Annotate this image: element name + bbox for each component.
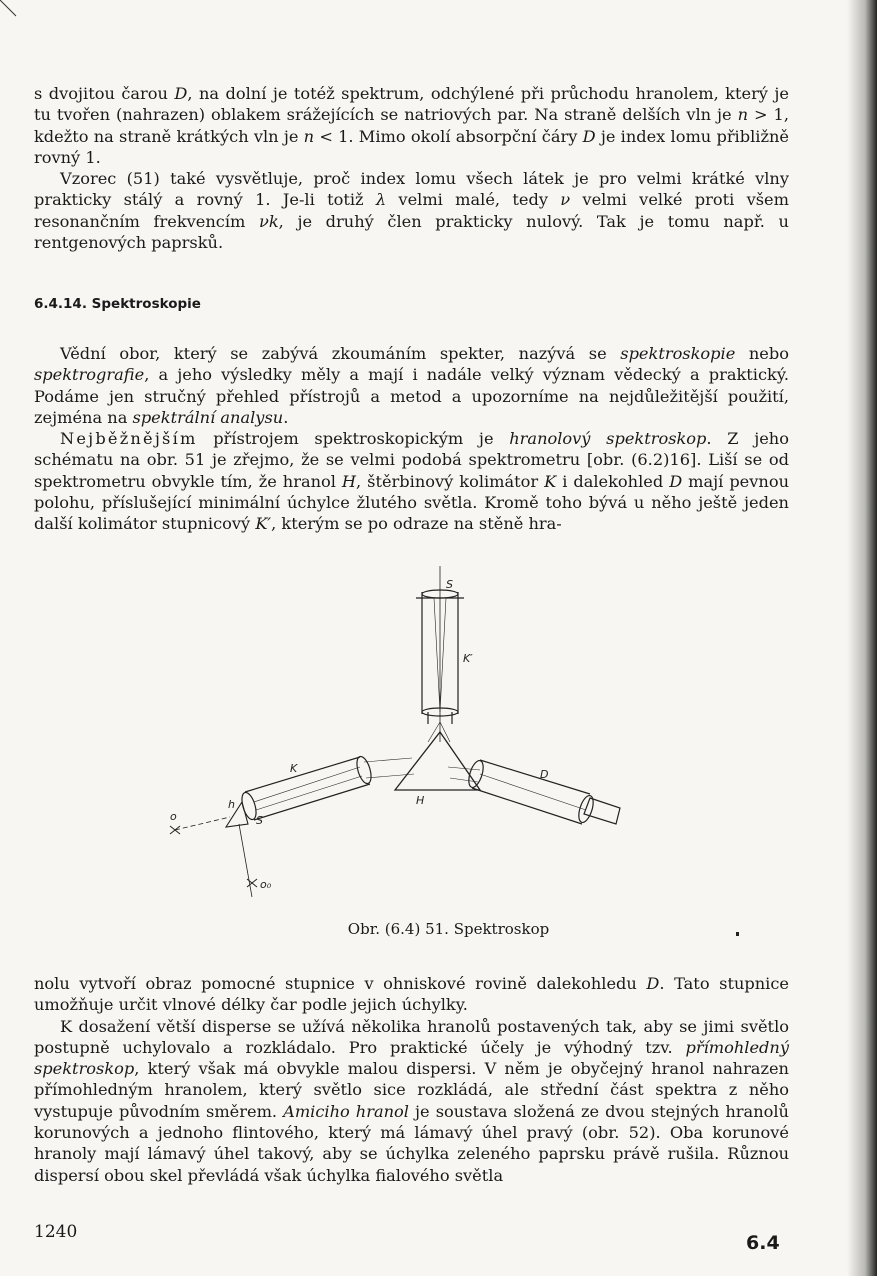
ray-o <box>175 817 230 830</box>
text-block-bottom <box>34 973 789 1186</box>
telescope-tube-D <box>448 759 620 824</box>
label-o0: o₀ <box>260 878 272 891</box>
figure-caption: Obr. (6.4) 51. Spektroskop <box>347 920 550 938</box>
page-number: 1240 <box>34 1222 78 1242</box>
page-gutter-shadow <box>847 0 877 1276</box>
page-corner-mark <box>0 0 18 18</box>
slit-collimator-tube-K <box>239 755 414 821</box>
label-S-top: S <box>446 578 453 591</box>
label-h: h <box>228 798 235 811</box>
paragraph-6: K dosažení větší disperse se užívá několika hranolů postavených tak, aby se jimi světlo postupně uchylovalo a rozkládalo. Pro praktické účely je výhodný tzv. přímohledný spektroskop, který však má obvykle malou dispersi. V něm je obyčejný hranol nahrazen přímohledným hranolem, který světlo sice rozkládá, ale střední část spektra z něho vystupuje původním směrem. Amiciho hranol je soustava složená ze dvou stejných hranolů korunových a jednoho flintového, který má lámavý úhel pravý (obr. 52). Oba korunové hranoly mají lámavý úhel takový, aby se úchylka zeleného paprsku právě rušila. Různou dispersí obou skel převládá však úchylka fialového světla <box>34 1016 789 1185</box>
label-o: o <box>170 810 177 823</box>
text-block-top <box>34 83 789 253</box>
label-S-slit: S <box>256 814 263 827</box>
paragraph-2: Vzorec (51) také vysvětluje, proč index lomu všech látek je pro velmi krátké vlny prakticky stálý a rovný 1. Je-li totiž λ velmi malé, tedy ν velmi velké proti všem resonančním frekvencím νk, je druhý člen prakticky nulový. Tak je tomu např. u rentgenových paprsků. <box>34 169 789 253</box>
print-speck <box>736 932 739 936</box>
paragraph-5: nolu vytvoří obraz pomocné stupnice v ohniskové rovině dalekohledu D. Tato stupnice umožňuje určit vlnové délky čar podle jejich úchylky. <box>34 974 789 1015</box>
paragraph-4: Nejběžnějším přístrojem spektroskopickým je hranolový spektroskop. Z jeho schématu na obr. 51 je zřejmo, že se velmi podobá spektrometru [obr. (6.2)16]. Liší se od spektrometru obvykle tím, že hranol H, štěrbinový kolimátor K i dalekohled D mají pevnou polohu, příslušející minimální úchylce žlutého světla. Kromě toho bývá u něho ještě jeden další kolimátor stupnicový K′, kterým se po odraze na stěně hra- <box>34 429 790 534</box>
label-K-prime: K′ <box>463 652 473 665</box>
section-number: 6.4 <box>746 1232 780 1254</box>
ray-o0 <box>239 824 252 897</box>
section-heading: 6.4.14. Spektroskopie <box>34 296 201 312</box>
label-H: H <box>416 794 425 807</box>
paragraph-1: s dvojitou čarou D, na dolní je totéž spektrum, odchýlené při průchodu hranolem, který je tu tvořen (nahrazen) oblakem srážejících se natriových par. Na straně delších vln je n > 1, kdežto na straně krátkých vln je n < 1. Mimo okolí absorpční čáry D je index lomu přibližně rovný 1. <box>34 84 789 167</box>
text-block-middle <box>34 343 789 535</box>
prism-H <box>395 732 480 790</box>
label-K: K <box>290 762 298 775</box>
label-D: D <box>540 768 549 781</box>
spectroscope-diagram <box>150 562 790 910</box>
paragraph-3: Vědní obor, který se zabývá zkoumáním spekter, nazývá se spektroskopie nebo spektrografie, a jeho výsledky měly a mají i nadále velký význam vědecký a praktický. Podáme jen stručný přehled přístrojů a metod a upozorníme na nejdůležitější použití, zejména na spektrální analysu. <box>34 344 789 427</box>
